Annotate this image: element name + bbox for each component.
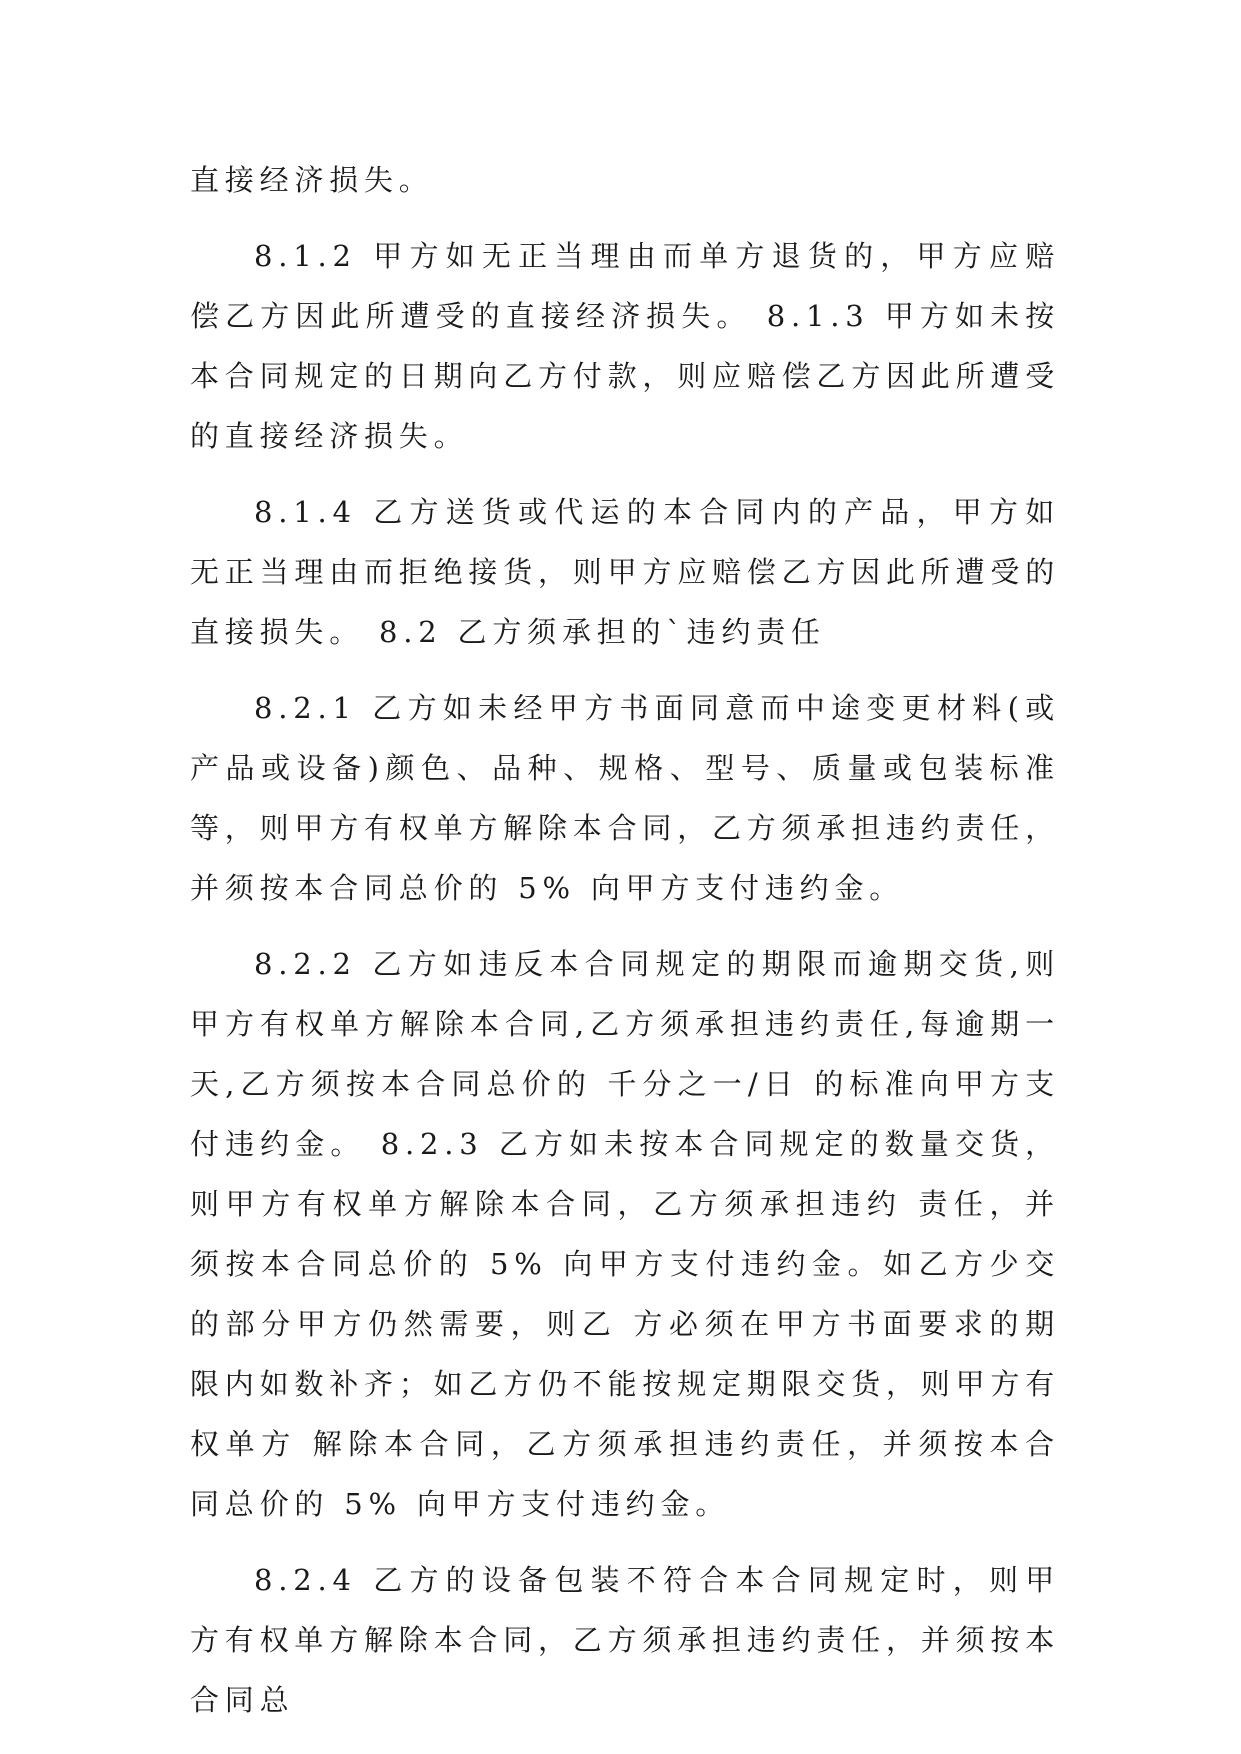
paragraph-1: 直接经济损失。	[190, 163, 434, 197]
paragraph-clause-8-1-4: 8.1.4 乙方送货或代运的本合同内的产品，甲方如无正当理由而拒绝接货，则甲方应赔偿乙方因此所遭受的直接损失。 8.2 乙方须承担的`违约责任	[190, 495, 1061, 649]
paragraph-clause-8-2-1: 8.2.1 乙方如未经甲方书面同意而中途变更材料(或产品或设备)颜色、品种、规格、型号、质量或包装标准等，则甲方有权单方解除本合同，乙方须承担违约责任，并须按本合同总价的 5% 向甲方支付违约金。	[190, 691, 1061, 905]
paragraph-clause-8-2-2: 8.2.2 乙方如违反本合同规定的期限而逾期交货,则甲方有权单方解除本合同,乙方须承担违约责任,每逾期一天,乙方须按本合同总价的 千分之一/日 的标准向甲方支付违约金。 8.2.3 乙方如未按本合同规定的数量交货，则甲方有权单方解除本合同，乙方须承担违约 责任，并须按本合同总价的 5% 向甲方支付违约金。如乙方少交的部分甲方仍然需要，则乙 方必须在甲方书面要求的期限内如数补齐；如乙方仍不能按规定期限交货，则甲方有权单方 解除本合同，乙方须承担违约责任，并须按本合同总价的 5% 向甲方支付违约金。	[190, 947, 1061, 1521]
paragraph-clause-8-2-4: 8.2.4 乙方的设备包装不符合本合同规定时，则甲方有权单方解除本合同，乙方须承担违约责任，并须按本合同总	[190, 1563, 1061, 1717]
document-page	[190, 150, 1060, 1746]
paragraph-clause-8-1-2: 8.1.2 甲方如无正当理由而单方退货的，甲方应赔偿乙方因此所遭受的直接经济损失。 8.1.3 甲方如未按本合同规定的日期向乙方付款，则应赔偿乙方因此所遭受的直接经济损失。	[190, 239, 1061, 453]
